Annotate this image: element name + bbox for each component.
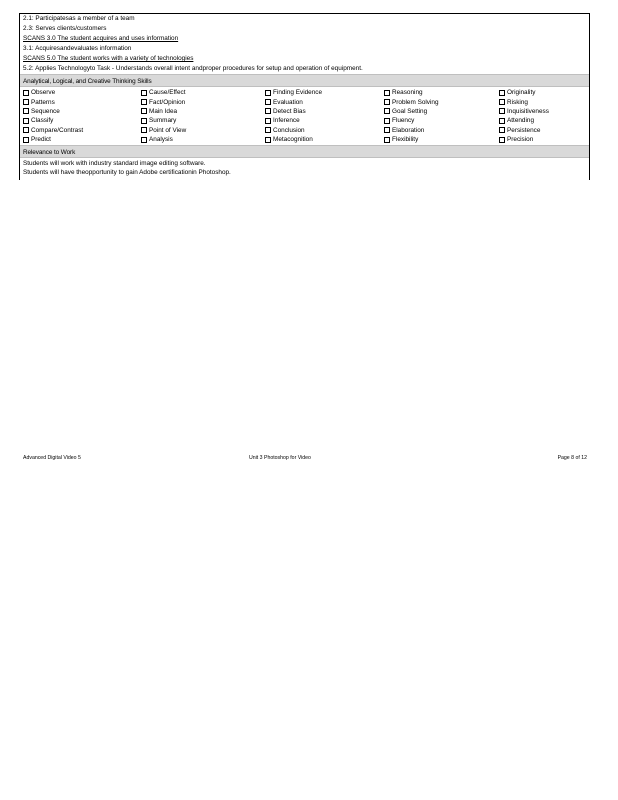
skill-checkbox-item[interactable] (384, 107, 499, 116)
skill-label: Precision (507, 136, 534, 144)
skill-checkbox-item[interactable] (499, 135, 591, 144)
relevance-line-1: Students will work with industry standard image editing software. (23, 160, 206, 168)
skill-checkbox-item[interactable] (141, 107, 265, 116)
skill-checkbox-item[interactable] (384, 116, 499, 125)
skill-checkbox-item[interactable] (499, 126, 591, 135)
skills-column-1 (23, 88, 141, 144)
checkbox-icon[interactable] (384, 90, 390, 96)
skill-checkbox-item[interactable] (384, 126, 499, 135)
skill-label: Conclusion (273, 126, 305, 134)
checkbox-icon[interactable] (141, 118, 147, 124)
skill-label: Summary (149, 117, 177, 125)
skill-checkbox-item[interactable] (384, 97, 499, 106)
skill-label: Attending (507, 117, 535, 125)
skill-checkbox-item[interactable] (384, 135, 499, 144)
skill-checkbox-item[interactable] (499, 116, 591, 125)
skill-label: Reasoning (392, 89, 423, 97)
checkbox-icon[interactable] (265, 99, 271, 105)
page-footer (23, 454, 587, 462)
skills-section-header: Analytical, Logical, and Creative Thinking Skills (20, 74, 589, 87)
checkbox-icon[interactable] (384, 137, 390, 143)
skill-label: Cause/Effect (149, 89, 186, 97)
skill-label: Predict (31, 136, 51, 144)
footer-course-title: Advanced Digital Video 5 (23, 455, 81, 461)
relevance-section-header: Relevance to Work (20, 145, 589, 158)
skill-checkbox-item[interactable] (23, 116, 141, 125)
skill-checkbox-item[interactable] (23, 126, 141, 135)
skill-label: Finding Evidence (273, 89, 323, 97)
footer-page-number: Page 8 of 12 (557, 455, 587, 461)
checkbox-icon[interactable] (23, 90, 29, 96)
checkbox-icon[interactable] (499, 137, 505, 143)
standard-line-6: 5.2: Applies Technologyto Task - Understands overall intent andproper procedures for setup and operation of equipment. (23, 65, 363, 72)
skill-checkbox-item[interactable] (265, 126, 384, 135)
relevance-body (20, 158, 589, 180)
skill-label: Evaluation (273, 98, 303, 106)
checkbox-icon[interactable] (23, 108, 29, 114)
skill-checkbox-item[interactable] (141, 135, 265, 144)
skill-label: Analysis (149, 136, 173, 144)
standards-block (20, 14, 589, 74)
checkbox-icon[interactable] (384, 127, 390, 133)
skills-column-2 (141, 88, 265, 144)
checkbox-icon[interactable] (265, 127, 271, 133)
footer-unit-title: Unit 3 Photoshop for Video (249, 455, 311, 461)
checkbox-icon[interactable] (23, 137, 29, 143)
skill-label: Classify (31, 117, 54, 125)
checkbox-icon[interactable] (384, 99, 390, 105)
checkbox-icon[interactable] (265, 137, 271, 143)
skill-checkbox-item[interactable] (499, 88, 591, 97)
checkbox-icon[interactable] (265, 108, 271, 114)
skill-checkbox-item[interactable] (265, 135, 384, 144)
standard-line-2: 2.3: Serves clients/customers (23, 25, 107, 32)
checkbox-icon[interactable] (384, 108, 390, 114)
skill-label: Patterns (31, 98, 55, 106)
skill-checkbox-item[interactable] (265, 88, 384, 97)
checkbox-icon[interactable] (384, 118, 390, 124)
skill-label: Fact/Opinion (149, 98, 186, 106)
checkbox-icon[interactable] (141, 137, 147, 143)
skill-label: Originality (507, 89, 536, 97)
skill-checkbox-item[interactable] (23, 107, 141, 116)
standard-line-1: 2.1: Participatesas a member of a team (23, 15, 135, 22)
skill-checkbox-item[interactable] (141, 88, 265, 97)
skill-checkbox-item[interactable] (384, 88, 499, 97)
checkbox-icon[interactable] (499, 127, 505, 133)
skill-label: Elaboration (392, 126, 425, 134)
skill-label: Detect Bias (273, 107, 306, 115)
checkbox-icon[interactable] (499, 99, 505, 105)
checkbox-icon[interactable] (265, 118, 271, 124)
skill-checkbox-item[interactable] (141, 116, 265, 125)
skill-checkbox-item[interactable] (141, 126, 265, 135)
skill-label: Main Idea (149, 107, 178, 115)
skill-label: Observe (31, 89, 56, 97)
checkbox-icon[interactable] (23, 127, 29, 133)
skill-checkbox-item[interactable] (23, 97, 141, 106)
standard-line-4: 3.1: Acquiresandevaluates information (23, 45, 132, 52)
checkbox-icon[interactable] (141, 108, 147, 114)
skill-checkbox-item[interactable] (23, 135, 141, 144)
checkbox-icon[interactable] (141, 127, 147, 133)
skill-checkbox-item[interactable] (265, 107, 384, 116)
scans-5-heading: SCANS 5.0 The student works with a variety of technologies (23, 55, 194, 62)
skill-checkbox-item[interactable] (141, 97, 265, 106)
skill-label: Metacognition (273, 136, 313, 144)
skill-label: Inquisitiveness (507, 107, 549, 115)
checkbox-icon[interactable] (23, 99, 29, 105)
skill-label: Persistence (507, 126, 541, 134)
skill-label: Fluency (392, 117, 415, 125)
skill-label: Problem Solving (392, 98, 439, 106)
skill-label: Goal Setting (392, 107, 428, 115)
skill-label: Compare/Contrast (31, 126, 84, 134)
checkbox-icon[interactable] (499, 108, 505, 114)
skills-checklist (20, 87, 589, 145)
skill-label: Inference (273, 117, 300, 125)
checkbox-icon[interactable] (265, 90, 271, 96)
scans-3-heading: SCANS 3.0 The student acquires and uses information (23, 35, 179, 42)
checkbox-icon[interactable] (499, 118, 505, 124)
skill-label: Point of View (149, 126, 187, 134)
skill-label: Flexibility (392, 136, 419, 144)
relevance-line-2: Students will have theopportunity to gain Adobe certificationin Photoshop. (23, 168, 231, 176)
skill-checkbox-item[interactable] (499, 97, 591, 106)
skill-label: Sequence (31, 107, 60, 115)
skill-label: Risking (507, 98, 528, 106)
checkbox-icon[interactable] (499, 90, 505, 96)
skills-column-4 (384, 88, 499, 144)
curriculum-table (19, 13, 590, 180)
skill-checkbox-item[interactable] (23, 88, 141, 97)
skill-checkbox-item[interactable] (499, 107, 591, 116)
skill-checkbox-item[interactable] (265, 116, 384, 125)
checkbox-icon[interactable] (141, 90, 147, 96)
skills-column-3 (265, 88, 384, 144)
skill-checkbox-item[interactable] (265, 97, 384, 106)
checkbox-icon[interactable] (141, 99, 147, 105)
checkbox-icon[interactable] (23, 118, 29, 124)
skills-column-5 (499, 88, 591, 144)
